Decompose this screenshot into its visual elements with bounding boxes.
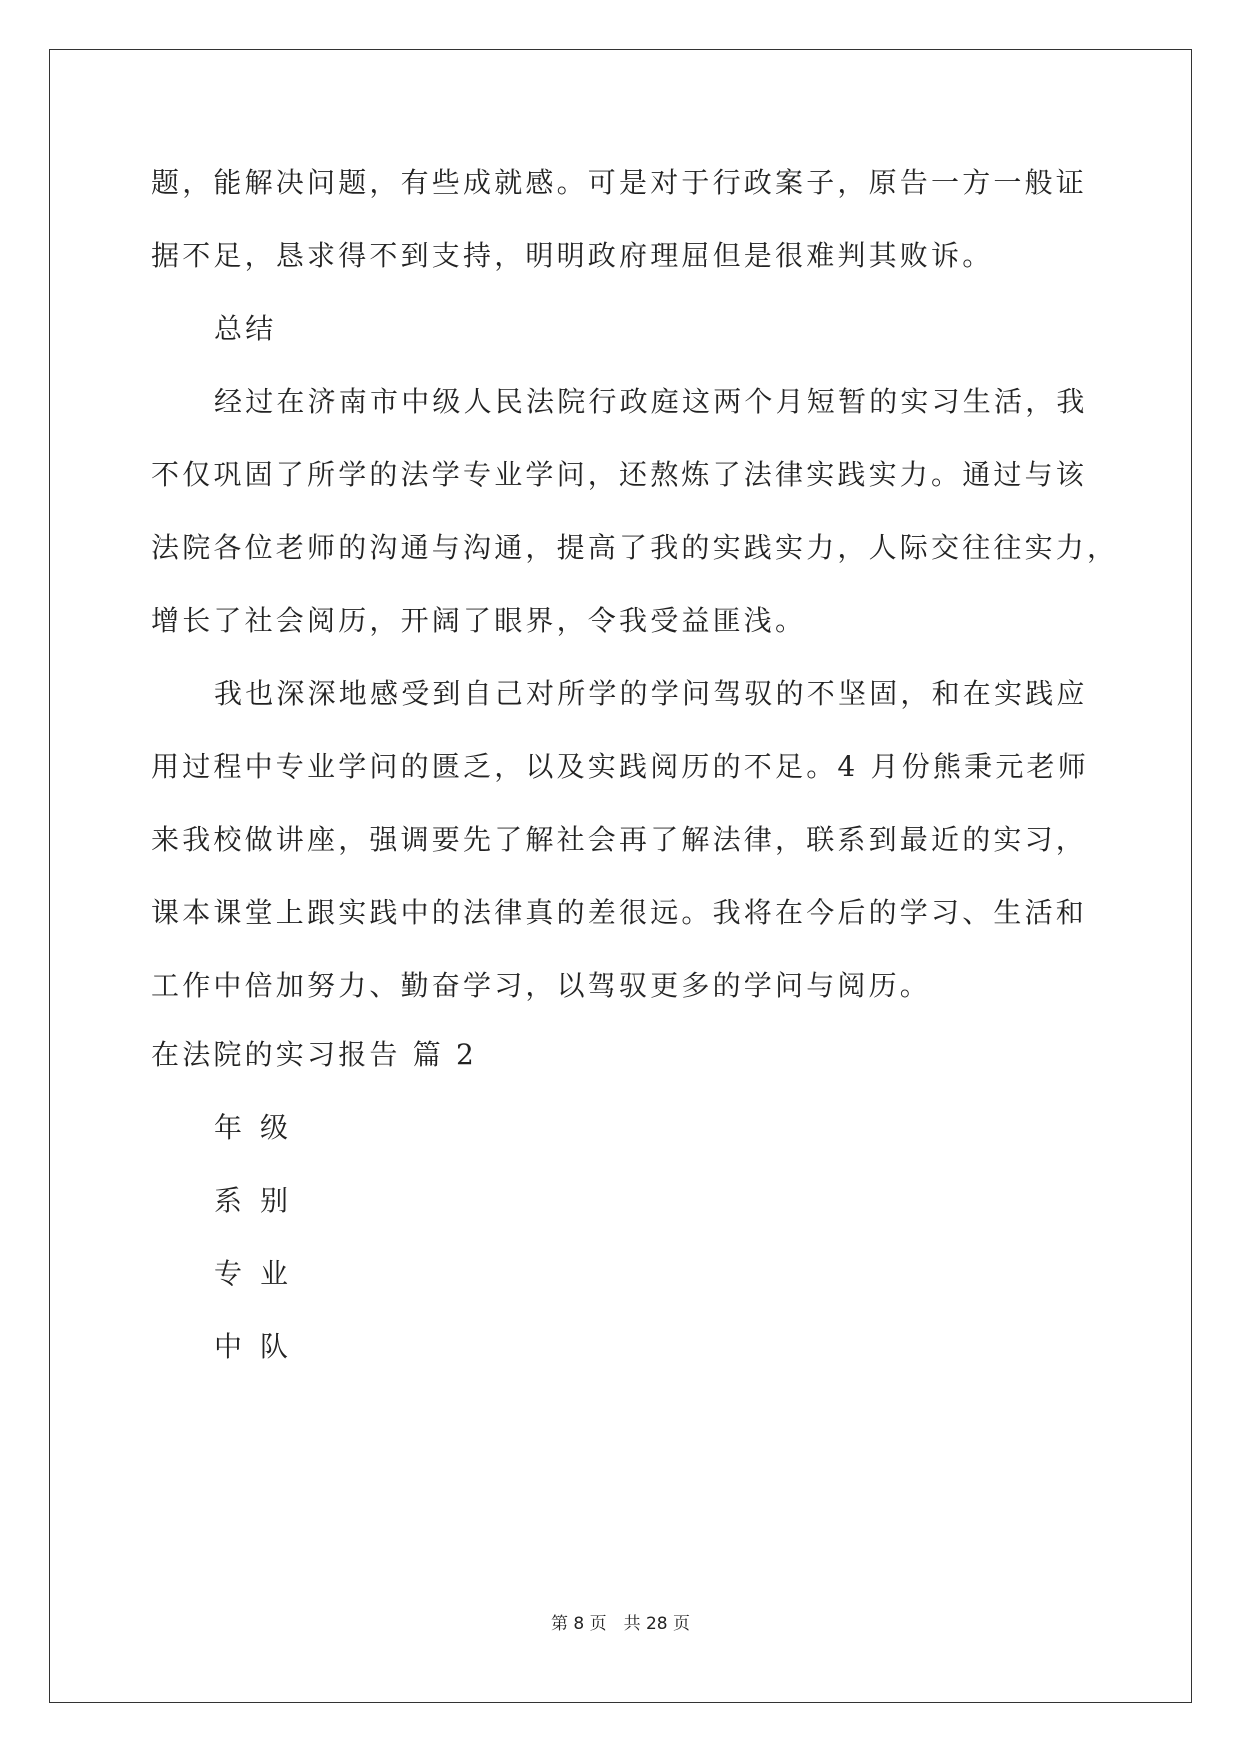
body-text-line: 增长了社会阅历，开阔了眼界，令我受益匪浅。 — [151, 604, 807, 637]
body-text-line: 法院各位老师的沟通与沟通，提高了我的实践实力，人际交往往实力， — [151, 531, 1119, 564]
form-label-grade: 年级 — [214, 1111, 307, 1144]
body-text-line: 经过在济南市中级人民法院行政庭这两个月短暂的实习生活，我 — [214, 385, 1088, 418]
body-text-line: 据不足，恳求得不到支持，明明政府理屈但是很难判其败诉。 — [151, 239, 994, 272]
section-heading: 总结 — [214, 312, 277, 345]
body-text-line: 工作中倍加努力、勤奋学习，以驾驭更多的学问与阅历。 — [151, 969, 932, 1002]
body-text-line: 我也深深地感受到自己对所学的学问驾驭的不坚固，和在实践应 — [214, 677, 1088, 710]
form-label-department: 系别 — [214, 1184, 307, 1217]
page-border — [49, 49, 1192, 1703]
body-text-line: 不仅巩固了所学的法学专业学问，还熬炼了法律实践实力。通过与该 — [151, 458, 1088, 491]
article-title: 在法院的实习报告 篇 2 — [151, 1038, 478, 1071]
form-label-major: 专业 — [214, 1257, 307, 1290]
body-text-line: 题，能解决问题，有些成就感。可是对于行政案子，原告一方一般证 — [151, 166, 1088, 199]
body-text-line: 课本课堂上跟实践中的法律真的差很远。我将在今后的学习、生活和 — [151, 896, 1088, 929]
page-number-footer: 第 8 页 共 28 页 — [550, 1614, 691, 1634]
form-label-squad: 中队 — [214, 1330, 307, 1363]
body-text-line: 来我校做讲座，强调要先了解社会再了解法律，联系到最近的实习， — [151, 823, 1088, 856]
body-text-line: 用过程中专业学问的匮乏，以及实践阅历的不足。4 月份熊秉元老师 — [151, 750, 1089, 783]
